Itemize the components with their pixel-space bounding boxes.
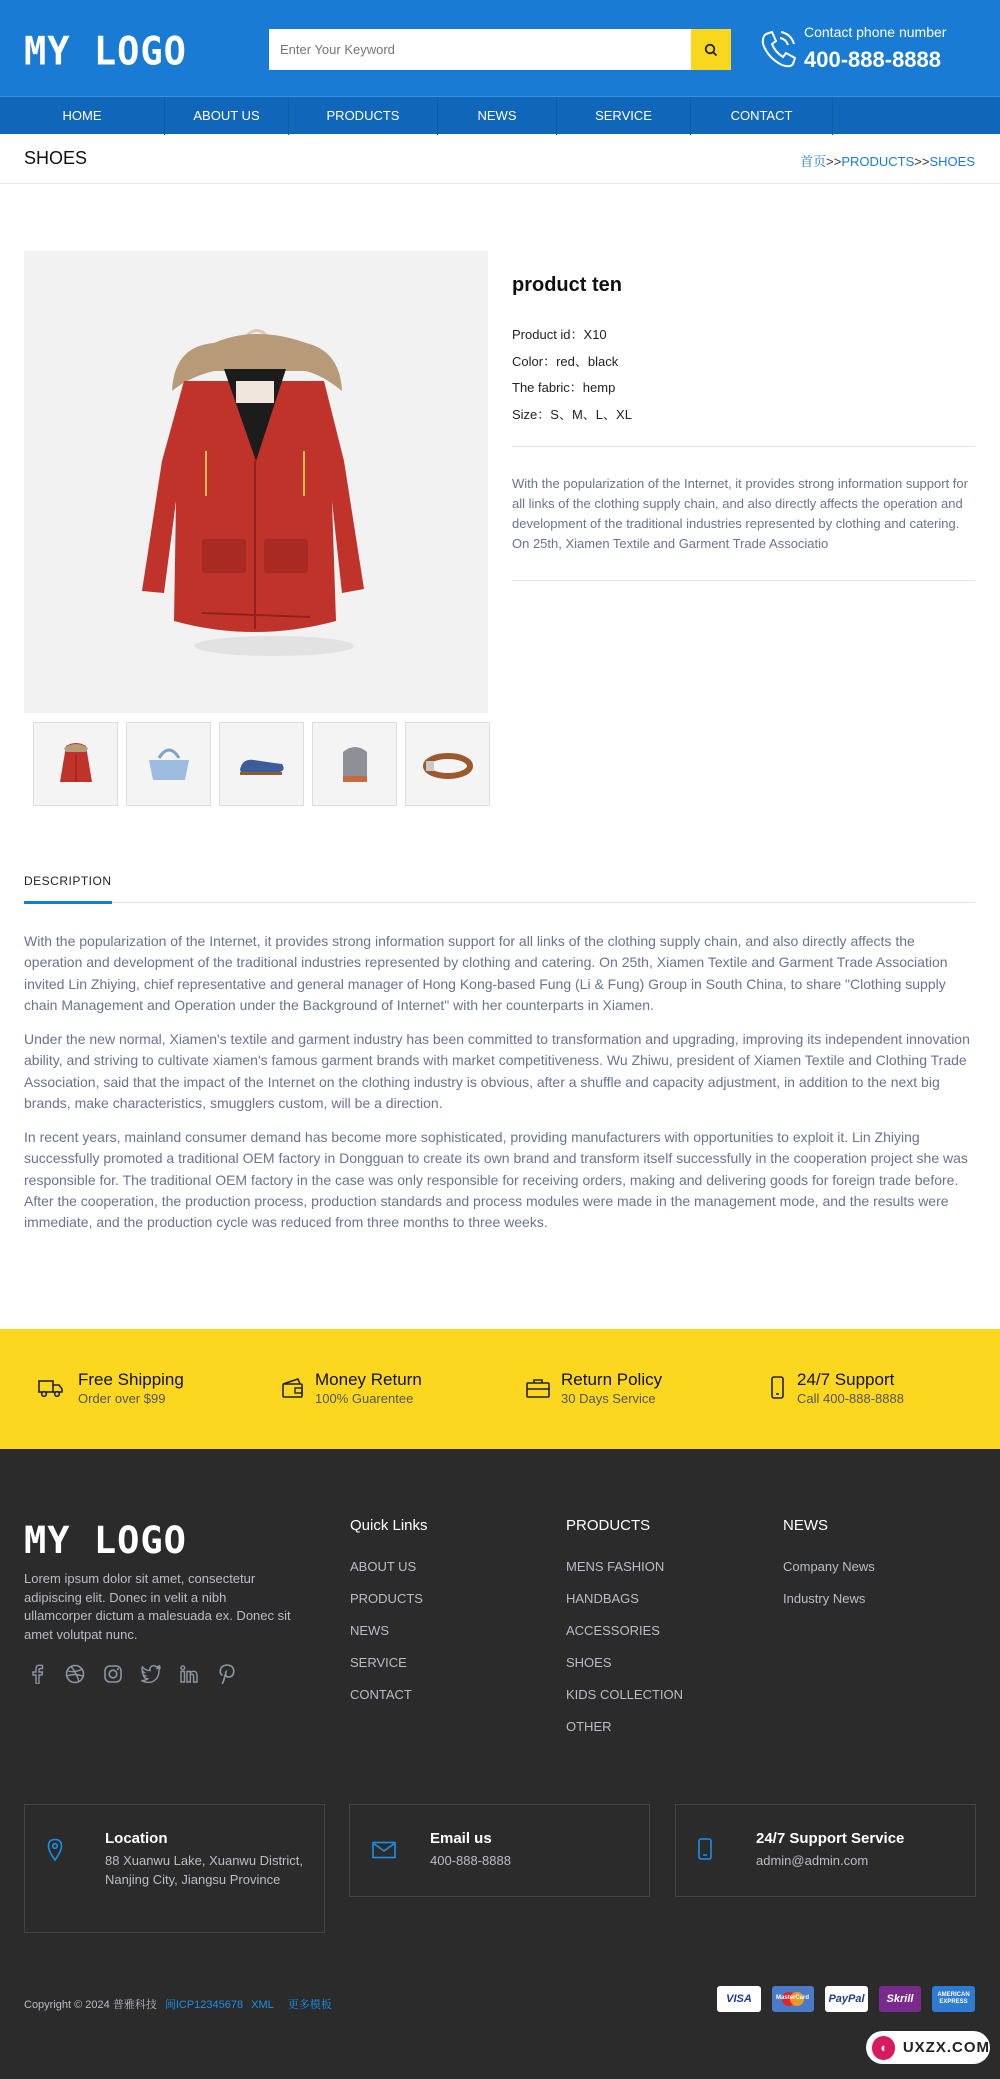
product-attribute-size: Size：S、M、L、XL	[512, 407, 632, 422]
footer-products-title: PRODUCTS	[566, 1517, 651, 1534]
contact-support-card	[675, 1804, 976, 1897]
divider	[512, 446, 975, 447]
skrill-icon: Skrill	[879, 1986, 921, 2012]
facebook-icon[interactable]	[26, 1663, 48, 1685]
footer-link-contact[interactable]: CONTACT	[350, 1687, 412, 1702]
red-jacket-image	[24, 251, 488, 713]
footer-logo[interactable]: MY LOGO	[24, 1519, 187, 1562]
nav-products[interactable]: PRODUCTS	[289, 97, 438, 135]
thumbnail-blue-handbag[interactable]	[126, 722, 211, 806]
contact-card-value[interactable]: 400-888-8888	[430, 1853, 511, 1868]
breadcrumb-products[interactable]: PRODUCTS	[841, 154, 915, 169]
footer-link-service[interactable]: SERVICE	[350, 1655, 407, 1670]
watermark-text: UXZX.COM	[902, 2039, 990, 2056]
feature-subtitle: Call 400-888-8888	[797, 1391, 904, 1406]
icp-link[interactable]: 闽ICP12345678	[164, 1999, 244, 2011]
feature-title: Free Shipping	[78, 1370, 184, 1389]
briefcase-icon	[525, 1376, 551, 1400]
breadcrumb-separator: >>	[914, 154, 930, 169]
backpack-image	[325, 734, 385, 794]
site-logo[interactable]: MY LOGO	[24, 28, 187, 75]
thumbnail-grey-backpack[interactable]	[312, 722, 397, 806]
mastercard-label: MasterCard	[776, 1995, 810, 2001]
mastercard-icon	[772, 1986, 814, 2012]
footer-link-shoes[interactable]: SHOES	[566, 1655, 612, 1670]
nav-about-us[interactable]: ABOUT US	[165, 97, 289, 135]
footer-link-news[interactable]: NEWS	[350, 1623, 389, 1638]
tab-description[interactable]: DESCRIPTION	[24, 874, 112, 888]
paypal-icon: PayPal	[825, 1986, 868, 2012]
product-summary: With the popularization of the Internet, it provides strong information support for all links of the clothing supply chain, and also directly affects the operation and development of the traditional industries represented by clothing and catering. On 25th, Xiamen Textile and Garment Trade Associatio	[512, 476, 968, 551]
feature-title: Return Policy	[561, 1370, 663, 1389]
footer-link-handbags[interactable]: HANDBAGS	[566, 1591, 639, 1606]
watermark-logo-icon: ◖	[872, 2036, 895, 2060]
truck-icon	[38, 1376, 64, 1400]
description-paragraph: Under the new normal, Xiamen's textile and garment industry has been committed to transformation and upgrading, improving its independent innovation ability, and striving to cultivate xiamen's famous garment brands with market competitiveness. Wu Zhiwu, president of Xiamen Textile and Clothing Trade Association, said that the impact of the Internet on the clothing industry is obvious, after a shuffle and capacity adjustment, in addition to the next big brands, make characteristics, smugglers custom, will be a direction.	[24, 1031, 970, 1111]
footer-link-about-us[interactable]: ABOUT US	[350, 1559, 417, 1574]
copyright-text: Copyright © 2024 普雅科技	[24, 1999, 157, 2011]
product-attribute-fabric: The fabric：hemp	[512, 380, 616, 395]
copyright	[24, 1996, 332, 2012]
contact-location-card	[24, 1804, 325, 1933]
divider	[512, 580, 975, 581]
visa-icon: VISA	[717, 1986, 761, 2012]
thumbnail-red-jacket[interactable]	[33, 722, 118, 806]
footer-link-other[interactable]: OTHER	[566, 1719, 612, 1734]
tab-divider	[24, 902, 975, 903]
nav-news[interactable]: NEWS	[438, 97, 557, 135]
product-title: product ten	[512, 274, 622, 296]
twitter-icon[interactable]	[140, 1663, 162, 1685]
description-paragraph: With the popularization of the Internet, it provides strong information support for all links of the clothing supply chain, and also directly affects the operation and development of the traditional industries represented by clothing and catering. On 25th, Xiamen Textile and Garment Trade Association invited Lin Zhiying, chief representative and general manager of Hong Kong-based Fung (Li & Fung) Group in South China, to share "Clothing supply chain Management and Operation under the Background of Internet" with her counterparts in Xiamen.	[24, 933, 948, 1013]
watermark-badge	[866, 2031, 990, 2064]
pinterest-icon[interactable]	[216, 1663, 238, 1685]
thumbnail-blue-shoes[interactable]	[219, 722, 304, 806]
breadcrumb	[800, 151, 975, 170]
feature-subtitle: 100% Guarentee	[315, 1391, 414, 1406]
search-input[interactable]	[269, 29, 691, 70]
contact-card-value: 88 Xuanwu Lake, Xuanwu District, Nanjing City, Jiangsu Province	[105, 1853, 303, 1887]
contact-email-card	[349, 1804, 650, 1897]
feature-title: 24/7 Support	[797, 1370, 895, 1389]
contact-card-value[interactable]: admin@admin.com	[756, 1853, 869, 1868]
belt-image	[418, 734, 478, 794]
product-attribute-id: Product id：X10	[512, 327, 607, 342]
feature-title: Money Return	[315, 1370, 422, 1389]
dribbble-icon[interactable]	[64, 1663, 86, 1685]
linkedin-icon[interactable]	[178, 1663, 200, 1685]
tab-active-indicator	[24, 901, 112, 904]
contact-card-title: 24/7 Support Service	[756, 1830, 905, 1847]
phone-number: 400-888-8888	[804, 47, 942, 72]
product-main-image[interactable]	[24, 251, 488, 713]
contact-card-title: Location	[105, 1830, 168, 1847]
footer-quick-links-title: Quick Links	[350, 1517, 428, 1534]
breadcrumb-separator: >>	[826, 154, 842, 169]
footer-link-mens-fashion[interactable]: MENS FASHION	[566, 1559, 665, 1574]
red-jacket-image	[46, 734, 106, 794]
feature-subtitle: 30 Days Service	[561, 1391, 656, 1406]
footer-link-accessories[interactable]: ACCESSORIES	[566, 1623, 660, 1638]
nav-contact[interactable]: CONTACT	[691, 97, 833, 135]
more-templates-link[interactable]: 更多模板	[287, 1999, 332, 2011]
feature-subtitle: Order over $99	[78, 1391, 166, 1406]
page-title: SHOES	[24, 148, 88, 168]
site-footer	[0, 1449, 1000, 2079]
wallet-icon	[280, 1376, 306, 1400]
footer-about: Lorem ipsum dolor sit amet, consectetur adipiscing elit. Donec in velit a nibh ullamcorper dictum a malesuada ex. Donec sit amet volutpat nunc.	[24, 1571, 291, 1642]
phone-label: Contact phone number	[804, 24, 947, 40]
xml-link[interactable]: XML	[251, 1999, 274, 2011]
main-nav	[0, 96, 1000, 134]
instagram-icon[interactable]	[102, 1663, 124, 1685]
search-button[interactable]	[691, 29, 731, 70]
mail-icon	[372, 1841, 396, 1859]
american-express-icon: AMERICAN EXPRESS	[932, 1986, 975, 2012]
nav-service[interactable]: SERVICE	[557, 97, 691, 135]
contact-card-title: Email us	[430, 1830, 492, 1847]
mobile-icon	[764, 1376, 790, 1400]
location-pin-icon	[47, 1838, 63, 1862]
handbag-image	[139, 734, 199, 794]
breadcrumb-home[interactable]: 首页	[800, 154, 827, 169]
features-strip	[0, 1329, 1000, 1449]
footer-link-industry-news[interactable]: Industry News	[783, 1591, 866, 1606]
footer-news-title: NEWS	[783, 1517, 828, 1534]
footer-link-products[interactable]: PRODUCTS	[350, 1591, 423, 1606]
footer-link-company-news[interactable]: Company News	[783, 1559, 875, 1574]
nav-home[interactable]: HOME	[0, 97, 165, 135]
mobile-icon	[698, 1838, 712, 1860]
phone-icon	[756, 26, 800, 72]
search-icon	[704, 43, 718, 57]
thumbnail-brown-belt[interactable]	[405, 722, 490, 806]
page-title-bar	[0, 134, 1000, 184]
site-header	[0, 0, 1000, 96]
description-paragraph: In recent years, mainland consumer demand has become more sophisticated, providing manufacturers with opportunities to exploit it. Lin Zhiying successfully promoted a traditional OEM factory in Dongguan to create its own brand and transform itself successfully in the cooperation project she was responsible for. The traditional OEM factory in the case was only responsible for receiving orders, making and delivering goods for foreign trade before. After the cooperation, the production process, production standards and process modules were made in the management mode, and the results were immediate, and the production cycle was reduced from three months to three weeks.	[24, 1129, 968, 1231]
search-box	[269, 29, 731, 70]
shoes-image	[232, 734, 292, 794]
product-attribute-color: Color：red、black	[512, 354, 619, 369]
breadcrumb-current[interactable]: SHOES	[929, 154, 975, 169]
footer-link-kids-collection[interactable]: KIDS COLLECTION	[566, 1687, 684, 1702]
